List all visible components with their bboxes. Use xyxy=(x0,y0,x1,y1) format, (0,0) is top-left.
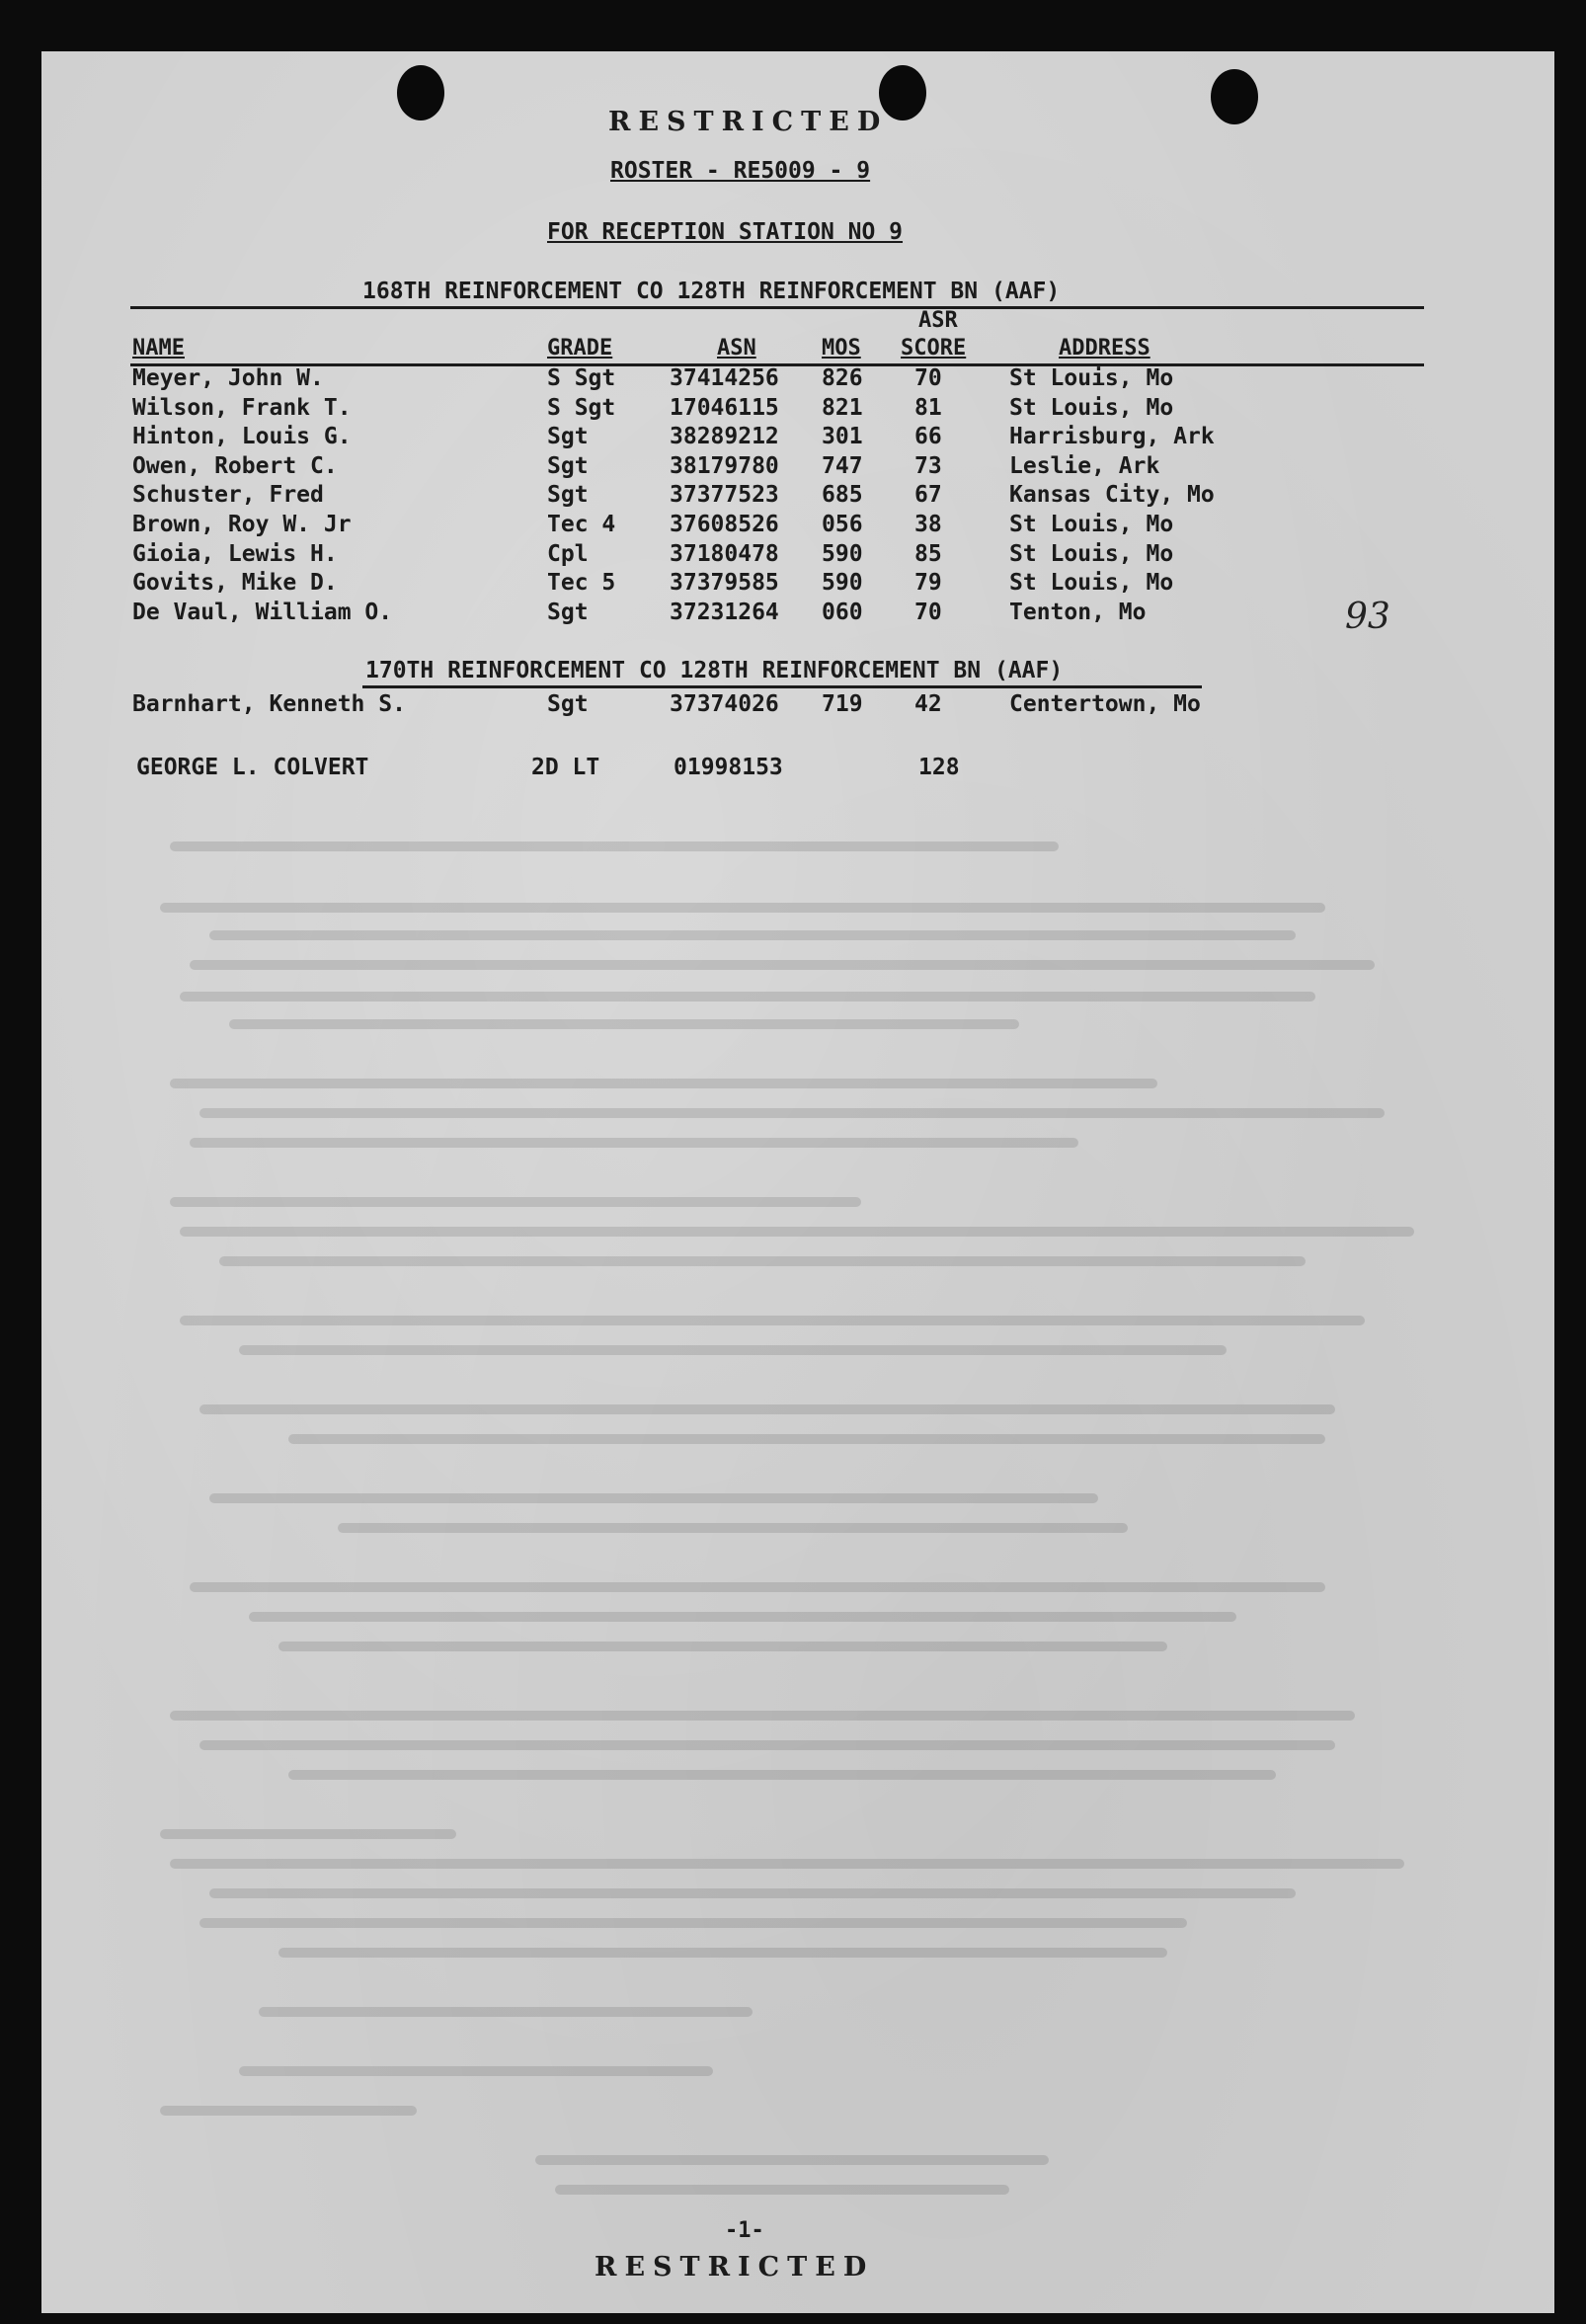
bleed-through-line xyxy=(190,960,1375,970)
cell-name: Meyer, John W. xyxy=(132,365,324,391)
bleed-through-line xyxy=(278,1642,1167,1651)
bleed-through-line xyxy=(180,992,1315,1002)
table-row xyxy=(41,541,1554,571)
cell-mos: 719 xyxy=(822,691,863,717)
cell-address: St Louis, Mo xyxy=(1009,394,1174,421)
bleed-through-line xyxy=(288,1770,1276,1780)
table-row xyxy=(41,424,1554,453)
bleed-through-line xyxy=(170,1079,1157,1088)
cell-address: St Louis, Mo xyxy=(1009,570,1174,597)
bleed-through-line xyxy=(229,1019,1019,1029)
bleed-through-line xyxy=(338,1523,1128,1533)
reception-station-heading: FOR RECEPTION STATION NO 9 xyxy=(547,219,904,245)
table-row xyxy=(41,482,1554,512)
cell-score: 38 xyxy=(914,512,942,537)
bleed-through-line xyxy=(199,1404,1335,1414)
cell-mos: 821 xyxy=(822,394,863,421)
document-page xyxy=(41,51,1554,2313)
cell-mos: 685 xyxy=(822,482,863,509)
cell-address: Leslie, Ark xyxy=(1009,452,1160,479)
cell-address: Tenton, Mo xyxy=(1009,599,1147,625)
bleed-through-line xyxy=(199,1108,1385,1118)
cell-grade: Sgt xyxy=(547,599,589,625)
bleed-through-line xyxy=(160,903,1325,913)
cell-asn: 38289212 xyxy=(670,424,779,450)
margin-note-handwritten: 93 xyxy=(1345,597,1390,637)
bleed-through-line xyxy=(180,1227,1414,1237)
bleed-through-line xyxy=(278,1948,1167,1958)
bleed-through-line xyxy=(160,2106,417,2116)
cell-name: Owen, Robert C. xyxy=(132,452,338,479)
cell-score: 85 xyxy=(914,540,942,567)
punch-hole-left xyxy=(397,65,444,120)
cell-name: Brown, Roy W. Jr xyxy=(132,512,352,537)
punch-hole-right xyxy=(1211,69,1258,124)
cell-address: Centertown, Mo xyxy=(1009,691,1201,717)
section-title-168th: 168TH REINFORCEMENT CO 128TH REINFORCEMENT BN (AAF) xyxy=(362,279,1061,304)
bleed-through-line xyxy=(170,1711,1355,1721)
bleed-through-line xyxy=(190,1138,1078,1148)
bleed-through-line xyxy=(288,1434,1325,1444)
cell-score: 67 xyxy=(914,482,942,509)
cell-grade: Tec 5 xyxy=(547,570,616,597)
bleed-through-line xyxy=(555,2185,1009,2195)
cell-score: 70 xyxy=(914,599,942,625)
table-row xyxy=(41,395,1554,425)
bleed-through-line xyxy=(219,1256,1306,1266)
cell-score: 66 xyxy=(914,424,942,450)
roster-number: ROSTER - RE5009 - 9 xyxy=(610,158,871,184)
cell-asn: 37231264 xyxy=(670,599,779,625)
cell-mos: 590 xyxy=(822,570,863,597)
cell-name: Hinton, Louis G. xyxy=(132,424,352,450)
bleed-through-line xyxy=(170,841,1059,851)
cell-asn: 37379585 xyxy=(670,570,779,597)
table-row xyxy=(41,691,1554,721)
bleed-through-line xyxy=(170,1197,861,1207)
cell-name: Govits, Mike D. xyxy=(132,570,338,597)
cell-asn: 37608526 xyxy=(670,512,779,537)
cell-mos: 826 xyxy=(822,365,863,391)
officer-unit: 128 xyxy=(918,755,960,780)
bleed-through-line xyxy=(535,2155,1049,2165)
cell-score: 73 xyxy=(914,452,942,479)
bleed-through-line xyxy=(199,1918,1187,1928)
bleed-through-line xyxy=(199,1740,1335,1750)
cell-address: Harrisburg, Ark xyxy=(1009,424,1215,450)
cell-address: St Louis, Mo xyxy=(1009,540,1174,567)
officer-row xyxy=(41,755,1554,784)
cell-asn: 37377523 xyxy=(670,482,779,509)
bleed-through-line xyxy=(160,1829,456,1839)
cell-grade: Sgt xyxy=(547,452,589,479)
cell-grade: Sgt xyxy=(547,424,589,450)
cell-score: 70 xyxy=(914,365,942,391)
cell-address: St Louis, Mo xyxy=(1009,365,1174,391)
cell-grade: Sgt xyxy=(547,482,589,509)
bleed-through-line xyxy=(239,1345,1227,1355)
cell-asn: 37374026 xyxy=(670,691,779,717)
table-row xyxy=(41,453,1554,483)
column-header-grade: GRADE xyxy=(547,336,613,361)
cell-asn: 37180478 xyxy=(670,540,779,567)
cell-mos: 056 xyxy=(822,512,863,537)
bleed-through-line xyxy=(190,1582,1325,1592)
bleed-through-line xyxy=(209,1493,1098,1503)
cell-score: 42 xyxy=(914,691,942,717)
cell-score: 81 xyxy=(914,394,942,421)
cell-mos: 747 xyxy=(822,452,863,479)
cell-name: De Vaul, William O. xyxy=(132,599,393,625)
officer-asn: 01998153 xyxy=(674,755,783,780)
bleed-through-line xyxy=(239,2066,713,2076)
column-header-asr: ASR xyxy=(918,308,958,333)
table-row xyxy=(41,365,1554,395)
column-header-address: ADDRESS xyxy=(1059,336,1150,361)
bleed-through-line xyxy=(209,1888,1296,1898)
cell-grade: Tec 4 xyxy=(547,512,616,537)
cell-name: Barnhart, Kenneth S. xyxy=(132,691,406,717)
bleed-through-line xyxy=(180,1316,1365,1325)
officer-grade: 2D LT xyxy=(531,755,600,780)
table-row xyxy=(41,570,1554,600)
column-header-score: SCORE xyxy=(901,336,967,361)
cell-asn: 17046115 xyxy=(670,394,779,421)
bleed-through-line xyxy=(249,1612,1236,1622)
cell-address: Kansas City, Mo xyxy=(1009,482,1215,509)
table-row xyxy=(41,600,1554,629)
cell-grade: Cpl xyxy=(547,540,589,567)
cell-name: Schuster, Fred xyxy=(132,482,324,509)
bleed-through-line xyxy=(259,2007,753,2017)
section-rule-2 xyxy=(362,685,1202,688)
bleed-through-line xyxy=(209,930,1296,940)
table-row xyxy=(41,512,1554,541)
restricted-stamp-bottom: RESTRICTED xyxy=(595,2252,875,2283)
officer-name: GEORGE L. COLVERT xyxy=(136,755,369,780)
cell-score: 79 xyxy=(914,570,942,597)
cell-asn: 38179780 xyxy=(670,452,779,479)
cell-mos: 590 xyxy=(822,540,863,567)
cell-name: Gioia, Lewis H. xyxy=(132,540,338,567)
restricted-stamp-top: RESTRICTED xyxy=(608,107,889,137)
cell-grade: S Sgt xyxy=(547,365,616,391)
column-header-name: NAME xyxy=(132,336,185,361)
column-header-asn: ASN xyxy=(717,336,756,361)
section-rule-1 xyxy=(130,306,1424,309)
cell-mos: 301 xyxy=(822,424,863,450)
cell-grade: Sgt xyxy=(547,691,589,717)
cell-name: Wilson, Frank T. xyxy=(132,394,352,421)
cell-asn: 37414256 xyxy=(670,365,779,391)
column-header-mos: MOS xyxy=(822,336,861,361)
bleed-through-line xyxy=(170,1859,1404,1869)
cell-address: St Louis, Mo xyxy=(1009,512,1174,537)
cell-mos: 060 xyxy=(822,599,863,625)
page-number: -1- xyxy=(725,2218,764,2243)
section-title-170th: 170TH REINFORCEMENT CO 128TH REINFORCEMENT BN (AAF) xyxy=(365,658,1064,683)
cell-grade: S Sgt xyxy=(547,394,616,421)
